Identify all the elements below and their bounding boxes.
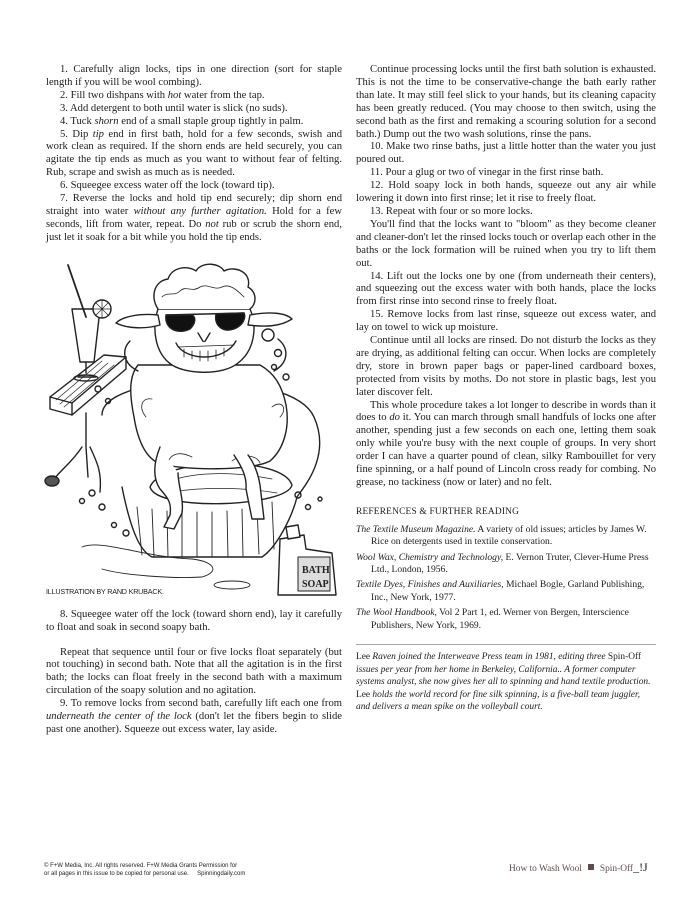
running-footer [509, 860, 648, 875]
continue-processing-paragraph: Continue processing locks until the first bath solution is exhausted. This is not the time to be conservative-change the bath early rather than late. It may still feel slick to your hands, but its cleaning capacity has been greatly reduced. (You may choose to then switch, using the second bath as the first and remaking a scouring solution for a second bath.) Dump out the two wash solutions, rinse the pans. [356, 64, 656, 140]
bio-text-c: holds the world record for fine silk spinning, is a five-ball team juggler, and delivers a mean spike on the volleyball court. [356, 689, 640, 713]
reference-title: The Textile Museum Magazine. [356, 523, 476, 535]
reference-item [356, 607, 656, 632]
reference-details: A variety of old issues; articles by James W. Rice on detergents used in textile conservation. [371, 523, 647, 548]
step-7-part-a: 7. Reverse the locks and hold tip end securely; dip shorn end straight into water [46, 193, 342, 217]
step-7 [46, 193, 342, 245]
step-9 [46, 698, 342, 737]
square-bullet-icon [588, 864, 594, 870]
step-13: 13. Repeat with four or so more locks. [370, 205, 533, 217]
reference-item [356, 552, 656, 577]
magazine-name: Spin-Off [599, 864, 634, 874]
reference-title: Textile Dyes, Finishes and Auxiliaries, [356, 579, 504, 591]
copyright-line-2: or all pages in this issue to be copied for personal use. [44, 871, 189, 877]
sheep-in-tub-drawing [42, 257, 342, 597]
step-2-emphasis: hot [167, 89, 182, 101]
copyright-line-2-row [44, 870, 304, 878]
reference-title: Wool Wax, Chemistry and Technology, [356, 551, 504, 563]
step-6: 6. Squeegee excess water off the lock (toward tip). [60, 180, 275, 192]
whole-procedure-part-a: This whole procedure takes a lot longer to describe in words than it does to [356, 399, 656, 424]
step-14: 14. Lift out the locks one by one (from underneath their centers), and squeezing out the excess water with both hands, place the locks from first rinse into second rinse to freely float. [356, 270, 656, 308]
whole-procedure-part-b: it. You can march through small handfuls of locks one after another, spending just a few seconds on each one, letting them soak only while you're busy with the next couple of groups. In very short order I can have a quarter pound of clean, silky Rambouillet for very fine spinning, or a half pound of Lincoln cross ready for combing. No grease, no tackiness (now or later) and no felt. [356, 412, 656, 488]
step-5 [46, 129, 342, 181]
copyright-line-1: © F+W Media, Inc. All rights reserved. F+W Media Grants Permission for [44, 863, 238, 869]
step-12: 12. Hold soapy lock in both hands, squeeze out any air while lowering it down into first rinse; let it rise to freely float. [356, 180, 656, 205]
step-9-part-b: (don't let the fibers begin to slide past one another). Squeeze out excess water, lay aside. [46, 711, 342, 735]
sheep-bath-illustration [42, 257, 342, 597]
repeat-paragraph: Repeat that sequence until four or five locks float separately (but not touching) in second bath. Note that all the agitation is in the first bath; the locks can float freely in the second bath with a maximum circulation of the soapy solution and no agitation. [46, 646, 342, 697]
step-15: 15. Remove locks from last rinse, squeeze out excess water, and lay on towel to wick up moisture. [356, 309, 656, 334]
page-number: _!J [633, 860, 648, 874]
website-link[interactable]: Spinningdaily.com [197, 871, 246, 877]
step-5-lead: 5. Dip [60, 128, 93, 140]
reference-details: Michael Bogle, Garland Publishing, Inc., New York, 1977. [371, 579, 645, 603]
running-title: How to Wash Wool [509, 864, 582, 874]
soap-label-bath: BATH [302, 564, 330, 576]
step-2-tail: water from the tap. [181, 89, 265, 101]
bio-name-first: Lee [356, 652, 373, 663]
step-7-part-c: rub or scrub the shorn end, just let it soak for a bit while you hold the tip ends. [46, 218, 342, 243]
whole-procedure-emphasis: do [389, 412, 400, 424]
soap-label-soap: SOAP [302, 578, 329, 590]
step-9-part-a: 9. To remove locks from second bath, carefully lift each one from [60, 698, 342, 710]
illustration-credit: ILLUSTRATION BY RAND KRUBACK. [46, 586, 164, 596]
reference-item [356, 524, 656, 549]
step-7-emphasis-2: not [205, 218, 219, 230]
references-list [356, 524, 656, 632]
bio-text-b: issues per year from her home in Berkeley, California.. A former computer systems analyst, she now gives her all to spinning and hand textile production. [356, 664, 651, 688]
step-2 [46, 90, 342, 103]
bio-magazine-name: Spin-Off [607, 652, 642, 663]
reference-details: E. Vernon Truter, Clever-Hume Press Ltd., London, 1956. [371, 551, 649, 576]
step-5-tail: end in first bath, hold for a few seconds, swish and work clean as required. If the shorn ends are held securely, you can agitate the tip ends as much as you want to without fear of felting. Rub, scrape and swish as much as is needed. [46, 128, 342, 179]
step-4 [46, 116, 342, 129]
step-10: 10. Make two rinse baths, just a little hotter than the water you just poured out. [356, 141, 656, 166]
bio-divider [356, 644, 656, 645]
bio-name-last: Raven [372, 652, 396, 663]
references-heading: REFERENCES & FURTHER READING [356, 506, 520, 517]
bloom-paragraph: You'll find that the locks want to "bloom" as they become cleaner and cleaner-don't let the rinsed locks touch or overlap each other in the baths or the lock formation will be ruined when you try to lift them out. [356, 218, 656, 269]
step-8: 8. Squeegee water off the lock (toward shorn end), lay it carefully to float and soak in second soapy bath. [46, 608, 342, 633]
step-1: 1. Carefully align locks, tips in one direction (sort for staple length if you will be wool combing). [46, 64, 342, 88]
step-5-emphasis: tip [92, 128, 104, 140]
step-3: 3. Add detergent to both until water is slick (no suds). [60, 102, 288, 114]
continue-until-rinsed-paragraph: Continue until all locks are rinsed. Do not disturb the locks as they are drying, as additional felting can occur. When locks are completely dry, store in brown paper bags or paper-lined cardboard boxes, protected from visits by moths. Do not store in plastic bags, lest you later discover felt. [356, 335, 656, 398]
left-column [46, 64, 342, 737]
step-2-lead: 2. Fill two dishpans with [60, 89, 168, 101]
step-4-tail: end of a small staple group tightly in palm. [118, 115, 304, 127]
step-9-emphasis: underneath the center of the lock [46, 711, 192, 723]
right-column [356, 64, 656, 714]
whole-procedure-paragraph [356, 400, 656, 490]
step-7-part-b: Hold for a few seconds, lift from water, repeat. Do [46, 205, 342, 230]
step-7-emphasis: without any further agitation. [133, 205, 267, 217]
reference-details: Vol 2 Part 1, ed. Werner von Bergen, Interscience Publishers, New York, 1969. [371, 607, 629, 631]
bio-name-repeat: Lee [356, 689, 371, 700]
step-11: 11. Pour a glug or two of vinegar in the first rinse bath. [370, 167, 604, 179]
reference-item [356, 579, 656, 604]
bio-text-a: joined the Interweave Press team in 1981, editing three [395, 652, 608, 663]
step-4-emphasis: shorn [94, 115, 119, 127]
reference-title: The Wool Handbook, [356, 607, 437, 619]
author-bio [356, 651, 656, 714]
copyright-notice [44, 862, 304, 878]
step-4-lead: 4. Tuck [60, 115, 95, 127]
